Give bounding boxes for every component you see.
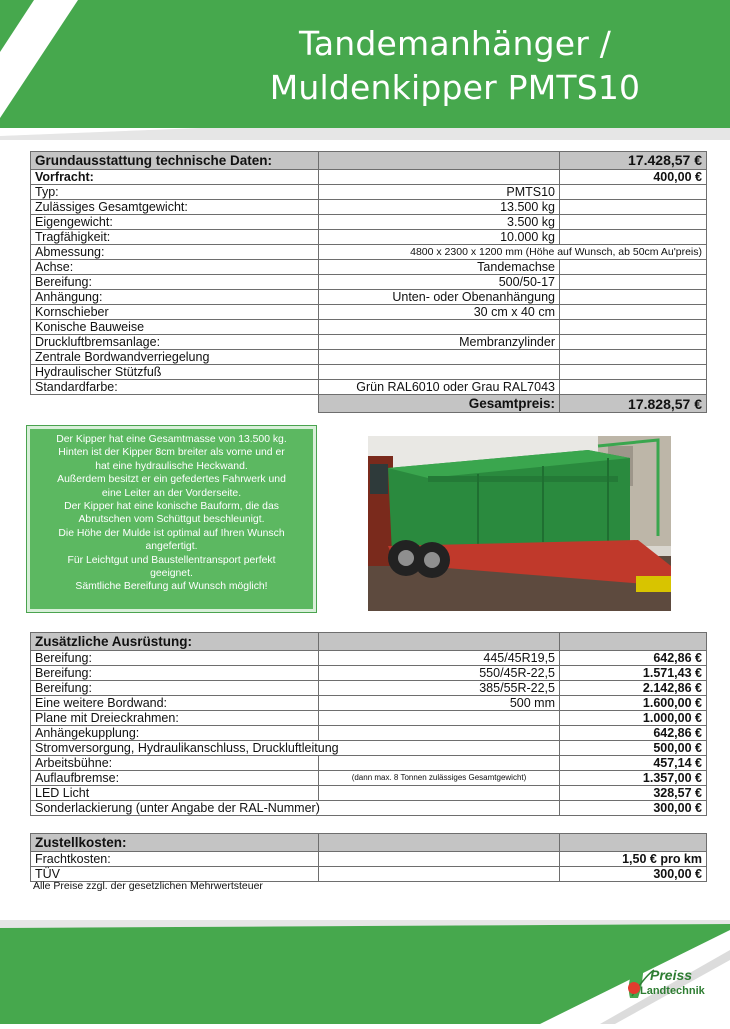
table-row <box>31 696 707 711</box>
option-price: 457,14 € <box>560 756 707 771</box>
option-price: 300,00 € <box>560 801 707 816</box>
spec-label: Konische Bauweise <box>31 320 319 335</box>
table-row <box>31 200 707 215</box>
spec-label: Bereifung: <box>31 275 319 290</box>
option-label: Bereifung: <box>31 666 319 681</box>
option-price: 1.571,43 € <box>560 666 707 681</box>
spec-label: Kornschieber <box>31 305 319 320</box>
logo-text-top: Preiss <box>650 967 693 983</box>
total-price: 17.828,57 € <box>560 395 707 413</box>
option-value <box>319 756 560 771</box>
option-value <box>319 786 560 801</box>
logo-text-bottom: Landtechnik <box>640 985 705 997</box>
spec-value: 4800 x 2300 x 1200 mm (Höhe auf Wunsch, ab 50cm Au'preis) <box>319 245 707 260</box>
spec-value: 10.000 kg <box>319 230 560 245</box>
table-row <box>31 170 707 185</box>
option-label: Sonderlackierung (unter Angabe der RAL-Nummer) <box>31 801 560 816</box>
description-line: Sämtliche Bereifung auf Wunsch möglich! <box>75 581 268 593</box>
table-row <box>31 260 707 275</box>
option-value: 445/45R19,5 <box>319 651 560 666</box>
description-line: angefertigt. <box>145 541 198 553</box>
spec-value: 30 cm x 40 cm <box>319 305 560 320</box>
option-label: Anhängekupplung: <box>31 726 319 741</box>
spec-value: Tandemachse <box>319 260 560 275</box>
total-label: Gesamtpreis: <box>319 395 560 413</box>
spec-value: 13.500 kg <box>319 200 560 215</box>
option-price: 642,86 € <box>560 726 707 741</box>
spec-value <box>319 350 560 365</box>
title-line-2: Muldenkipper PMTS10 <box>269 68 641 107</box>
delivery-heading: Zustellkosten: <box>31 834 319 852</box>
option-price: 2.142,86 € <box>560 681 707 696</box>
option-label: Plane mit Dreieckrahmen: <box>31 711 319 726</box>
spec-value: Grün RAL6010 oder Grau RAL7043 <box>319 380 560 395</box>
description-line: Abrutschen vom Schüttgut beschleunigt. <box>78 514 265 526</box>
freight-price: 400,00 € <box>560 170 707 185</box>
option-label: Eine weitere Bordwand: <box>31 696 319 711</box>
option-price: 1.600,00 € <box>560 696 707 711</box>
table-row <box>31 786 707 801</box>
tractor-leaf-icon <box>620 948 710 1008</box>
option-label: LED Licht <box>31 786 319 801</box>
spec-label: Eigengewicht: <box>31 215 319 230</box>
spec-value: Membranzylinder <box>319 335 560 350</box>
description-line: Die Höhe der Mulde ist optimal auf Ihren Wunsch <box>58 527 285 539</box>
table-row <box>31 726 707 741</box>
table-row <box>31 350 707 365</box>
base-price: 17.428,57 € <box>560 152 707 170</box>
page-header <box>0 0 730 140</box>
description-line: hat eine hydraulische Heckwand. <box>95 460 248 472</box>
spec-value: Unten- oder Obenanhängung <box>319 290 560 305</box>
additional-equipment-table <box>30 632 707 816</box>
title-line-1: Tandemanhänger / <box>298 24 612 63</box>
option-label: Bereifung: <box>31 681 319 696</box>
table-row <box>31 666 707 681</box>
trailer-photo <box>368 436 671 611</box>
table-row <box>31 741 707 756</box>
table-header-row <box>31 152 707 170</box>
option-price: 328,57 € <box>560 786 707 801</box>
spec-label: Standardfarbe: <box>31 380 319 395</box>
table-row <box>31 380 707 395</box>
table-row <box>31 651 707 666</box>
table-row <box>31 771 707 786</box>
spec-label: Druckluftbremsanlage: <box>31 335 319 350</box>
vat-note: Alle Preise zzgl. der gesetzlichen Mehrwertsteuer <box>33 880 263 892</box>
description-line: eine Leiter an der Vorderseite. <box>101 487 242 499</box>
option-value: 385/55R-22,5 <box>319 681 560 696</box>
spec-value: 500/50-17 <box>319 275 560 290</box>
table-row <box>31 801 707 816</box>
option-label: Arbeitsbühne: <box>31 756 319 771</box>
table-row <box>31 681 707 696</box>
description-line: Der Kipper hat eine Gesamtmasse von 13.500 kg. <box>56 434 287 445</box>
spec-value <box>319 320 560 335</box>
spec-label: Abmessung: <box>31 245 319 260</box>
table-row <box>31 305 707 320</box>
company-logo <box>620 948 710 1008</box>
table-row <box>31 756 707 771</box>
delivery-label: Frachtkosten: <box>31 852 319 867</box>
option-price: 500,00 € <box>560 741 707 756</box>
total-row <box>31 395 707 413</box>
spec-value <box>319 365 560 380</box>
table-row <box>31 245 707 260</box>
table-row <box>31 852 707 867</box>
table-row <box>31 290 707 305</box>
additional-heading: Zusätzliche Ausrüstung: <box>31 633 319 651</box>
option-price: 1.000,00 € <box>560 711 707 726</box>
spec-label: Typ: <box>31 185 319 200</box>
description-line: Hinten ist der Kipper 8cm breiter als vorne und er <box>58 447 285 459</box>
base-heading: Grundausstattung technische Daten: <box>31 152 319 170</box>
description-line: geeignet. <box>150 568 193 580</box>
table-row <box>31 335 707 350</box>
spec-value: PMTS10 <box>319 185 560 200</box>
table-header-row <box>31 633 707 651</box>
table-row <box>31 320 707 335</box>
option-label: Stromversorgung, Hydraulikanschluss, Druckluftleitung <box>31 741 560 756</box>
freight-label: Vorfracht: <box>31 170 319 185</box>
option-price: 642,86 € <box>560 651 707 666</box>
description-box <box>27 426 316 612</box>
spec-label: Hydraulischer Stützfuß <box>31 365 319 380</box>
base-equipment-table <box>30 151 707 413</box>
delivery-price: 300,00 € <box>560 867 707 882</box>
option-value: (dann max. 8 Tonnen zulässiges Gesamtgewicht) <box>319 771 560 786</box>
delivery-costs-table <box>30 833 707 882</box>
option-value: 500 mm <box>319 696 560 711</box>
table-row <box>31 711 707 726</box>
delivery-label: TÜV <box>31 867 319 882</box>
option-value: 550/45R-22,5 <box>319 666 560 681</box>
description-line: Für Leichtgut und Baustellentransport perfekt <box>67 554 276 566</box>
option-price: 1.357,00 € <box>560 771 707 786</box>
spec-label: Achse: <box>31 260 319 275</box>
table-row <box>31 230 707 245</box>
spec-label: Zulässiges Gesamtgewicht: <box>31 200 319 215</box>
option-label: Auflaufbremse: <box>31 771 319 786</box>
table-row <box>31 275 707 290</box>
description-line: Außerdem besitzt er ein gefedertes Fahrwerk und <box>57 474 286 486</box>
spec-label: Zentrale Bordwandverriegelung <box>31 350 319 365</box>
option-label: Bereifung: <box>31 651 319 666</box>
trailer-illustration <box>368 436 671 611</box>
page-title <box>240 22 670 110</box>
table-header-row <box>31 834 707 852</box>
spec-label: Anhängung: <box>31 290 319 305</box>
option-value <box>319 711 560 726</box>
description-line: Der Kipper hat eine konische Bauform, die das <box>64 501 279 513</box>
delivery-price: 1,50 € pro km <box>560 852 707 867</box>
table-row <box>31 185 707 200</box>
spec-label: Tragfähigkeit: <box>31 230 319 245</box>
spec-value: 3.500 kg <box>319 215 560 230</box>
table-row <box>31 365 707 380</box>
table-row <box>31 215 707 230</box>
option-value <box>319 726 560 741</box>
